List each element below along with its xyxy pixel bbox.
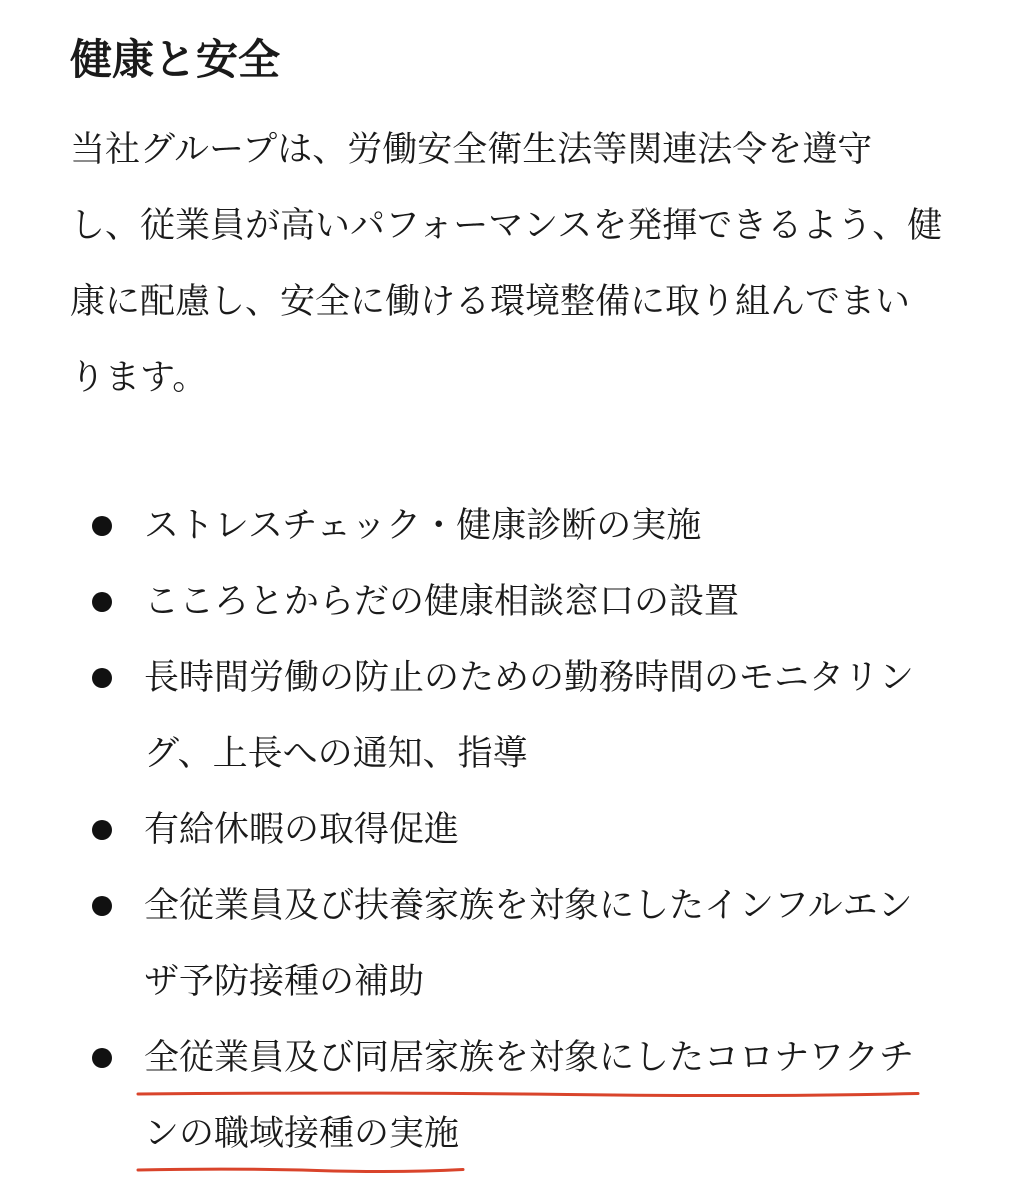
bullet-dot-icon: [92, 896, 112, 916]
section-title: 健康と安全: [70, 35, 281, 84]
bullet-dot-icon: [92, 820, 112, 840]
list-item: [0, 564, 1021, 640]
intro-line: ります。: [70, 358, 208, 398]
list-item: [0, 640, 1021, 792]
list-item-text: ンの職域接種の実施: [144, 1114, 460, 1154]
list-item-text: こころとからだの健康相談窓口の設置: [144, 582, 740, 622]
intro-line: 康に配慮し、安全に働ける環境整備に取り組んでまい: [70, 282, 911, 322]
list-item-line: [144, 1020, 1021, 1096]
intro-paragraph: [70, 112, 950, 416]
list-item-text: グ、上長への通知、指導: [144, 734, 528, 774]
intro-line: し、従業員が高いパフォーマンスを発揮できるよう、健: [70, 206, 943, 246]
list-item-text: 全従業員及び同居家族を対象にしたコロナワクチ: [144, 1038, 915, 1078]
list-item-highlighted: [0, 1020, 1021, 1172]
bullet-dot-icon: [92, 592, 112, 612]
list-item-text: 全従業員及び扶養家族を対象にしたインフルエン: [144, 886, 913, 926]
list-item: [0, 792, 1021, 868]
underlined-text: [144, 1096, 459, 1172]
bullet-dot-icon: [92, 668, 112, 688]
list-item-text: ザ予防接種の補助: [144, 962, 425, 1002]
list-item: [0, 868, 1021, 1020]
underlined-text: [144, 1020, 914, 1096]
list-item-line: [144, 1096, 1021, 1172]
bullet-dot-icon: [92, 1048, 112, 1068]
list-item: [0, 488, 1021, 564]
bullet-dot-icon: [92, 516, 112, 536]
red-underline-mark: [136, 1166, 465, 1174]
measures-list: [0, 488, 1021, 1172]
list-item-text: 長時間労働の防止のための勤務時間のモニタリン: [144, 658, 915, 698]
list-item-text: ストレスチェック・健康診断の実施: [144, 506, 702, 546]
list-item-text: 有給休暇の取得促進: [144, 810, 460, 850]
intro-line: 当社グループは、労働安全衛生法等関連法令を遵守: [70, 130, 873, 170]
